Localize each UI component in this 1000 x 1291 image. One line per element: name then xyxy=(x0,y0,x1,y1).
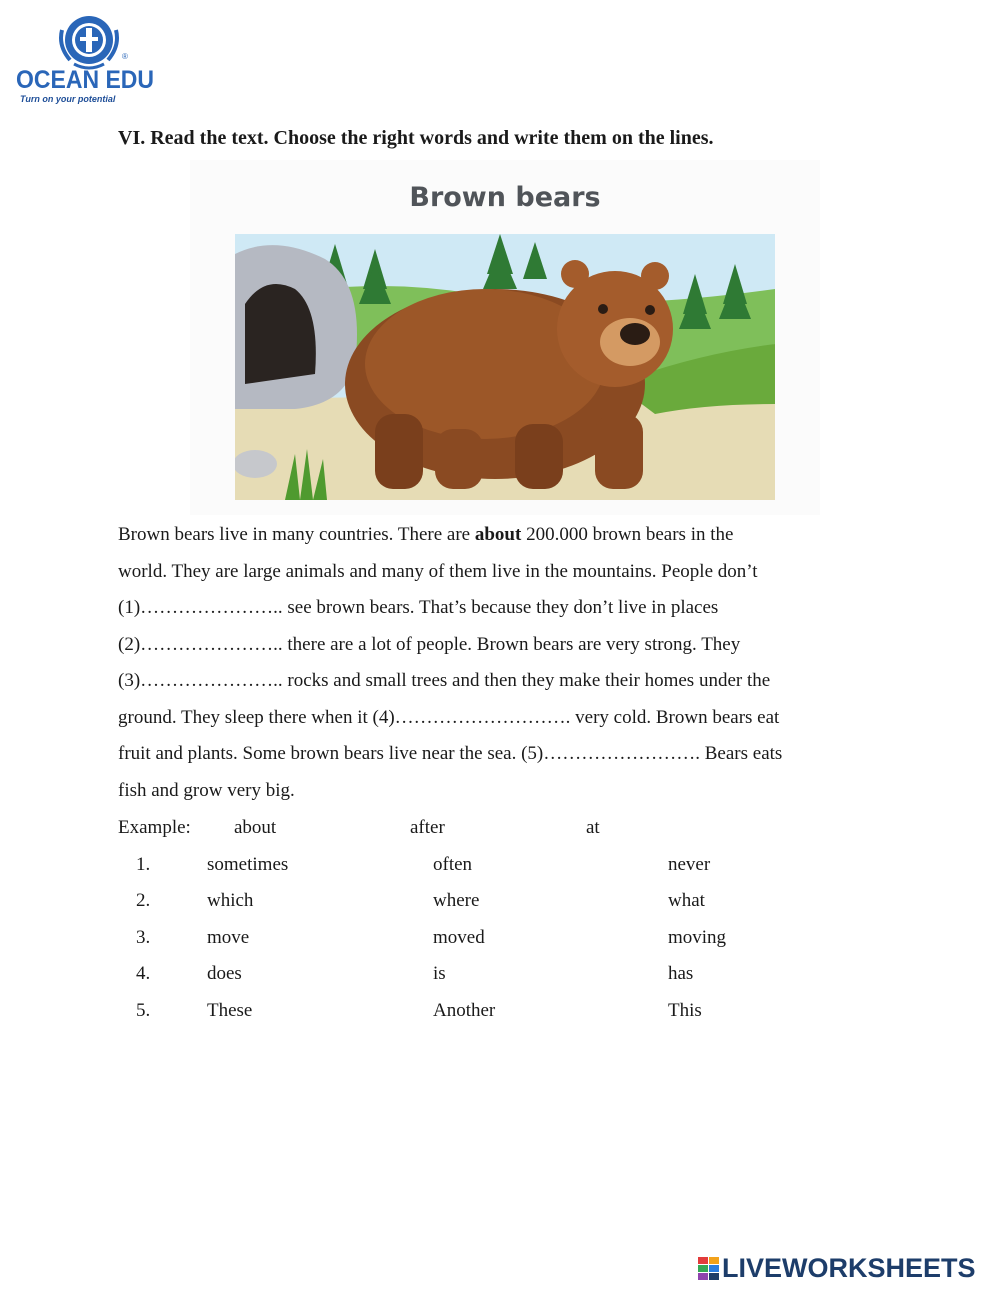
option-number: 1. xyxy=(136,854,151,875)
brown-bear-illustration xyxy=(190,160,820,515)
option-b[interactable]: often xyxy=(433,854,473,875)
option-b[interactable]: moved xyxy=(433,927,485,948)
option-b[interactable]: is xyxy=(433,963,446,984)
option-number: 3. xyxy=(136,927,151,948)
example-option: after xyxy=(410,817,445,838)
option-c[interactable]: has xyxy=(668,963,694,984)
option-a[interactable]: sometimes xyxy=(207,854,289,875)
liveworksheets-blocks-icon xyxy=(698,1257,720,1281)
option-b[interactable]: where xyxy=(433,890,480,911)
passage-line-blank-4: ground. They sleep there when it (4)………………………. very cold. Brown bears eat xyxy=(118,707,780,728)
passage-line: world. They are large animals and many of them live in the mountains. People don’t xyxy=(118,561,758,582)
passage-line-blank-1: (1)………………….. see brown bears. That’s because they don’t live in places xyxy=(118,597,719,618)
option-a[interactable]: move xyxy=(207,927,250,948)
option-c[interactable]: This xyxy=(668,1000,702,1021)
passage-line: fish and grow very big. xyxy=(118,780,295,801)
example-option: about xyxy=(234,817,277,838)
ocean-edu-logo xyxy=(14,12,159,107)
option-a[interactable]: These xyxy=(207,1000,253,1021)
passage-line-blank-2: (2)………………….. there are a lot of people. Brown bears are very strong. They xyxy=(118,634,741,655)
liveworksheets-logo xyxy=(698,1253,993,1283)
example-option: at xyxy=(586,817,600,838)
exercise-instruction: VI. Read the text. Choose the right words and write them on the lines. xyxy=(118,127,714,149)
figure-title: Brown bears xyxy=(409,182,601,213)
option-c[interactable]: moving xyxy=(668,927,727,948)
liveworksheets-brand: LIVEWORKSHEETS xyxy=(722,1253,976,1283)
logo-brand-text: OCEAN EDU xyxy=(16,66,155,94)
option-b[interactable]: Another xyxy=(433,1000,496,1021)
option-number: 4. xyxy=(136,963,151,984)
example-answer-about: about xyxy=(474,524,522,545)
passage-line-blank-5: fruit and plants. Some brown bears live near the sea. (5)……………………. Bears eats xyxy=(118,743,783,764)
option-a[interactable]: does xyxy=(207,963,242,984)
option-c[interactable]: what xyxy=(668,890,705,911)
registered-mark: ® xyxy=(122,52,128,61)
option-number: 5. xyxy=(136,1000,151,1021)
passage-line: Brown bears live in many countries. There are about 200.000 brown bears in the xyxy=(118,524,734,545)
option-number: 2. xyxy=(136,890,151,911)
example-label: Example: xyxy=(118,817,191,838)
option-a[interactable]: which xyxy=(207,890,254,911)
bear-scene-image xyxy=(235,234,775,500)
logo-tagline: Turn on your potential xyxy=(20,94,116,104)
passage-line-blank-3: (3)………………….. rocks and small trees and then they make their homes under the xyxy=(118,670,771,691)
option-c[interactable]: never xyxy=(668,854,711,875)
globe-wreath-icon xyxy=(56,12,122,72)
